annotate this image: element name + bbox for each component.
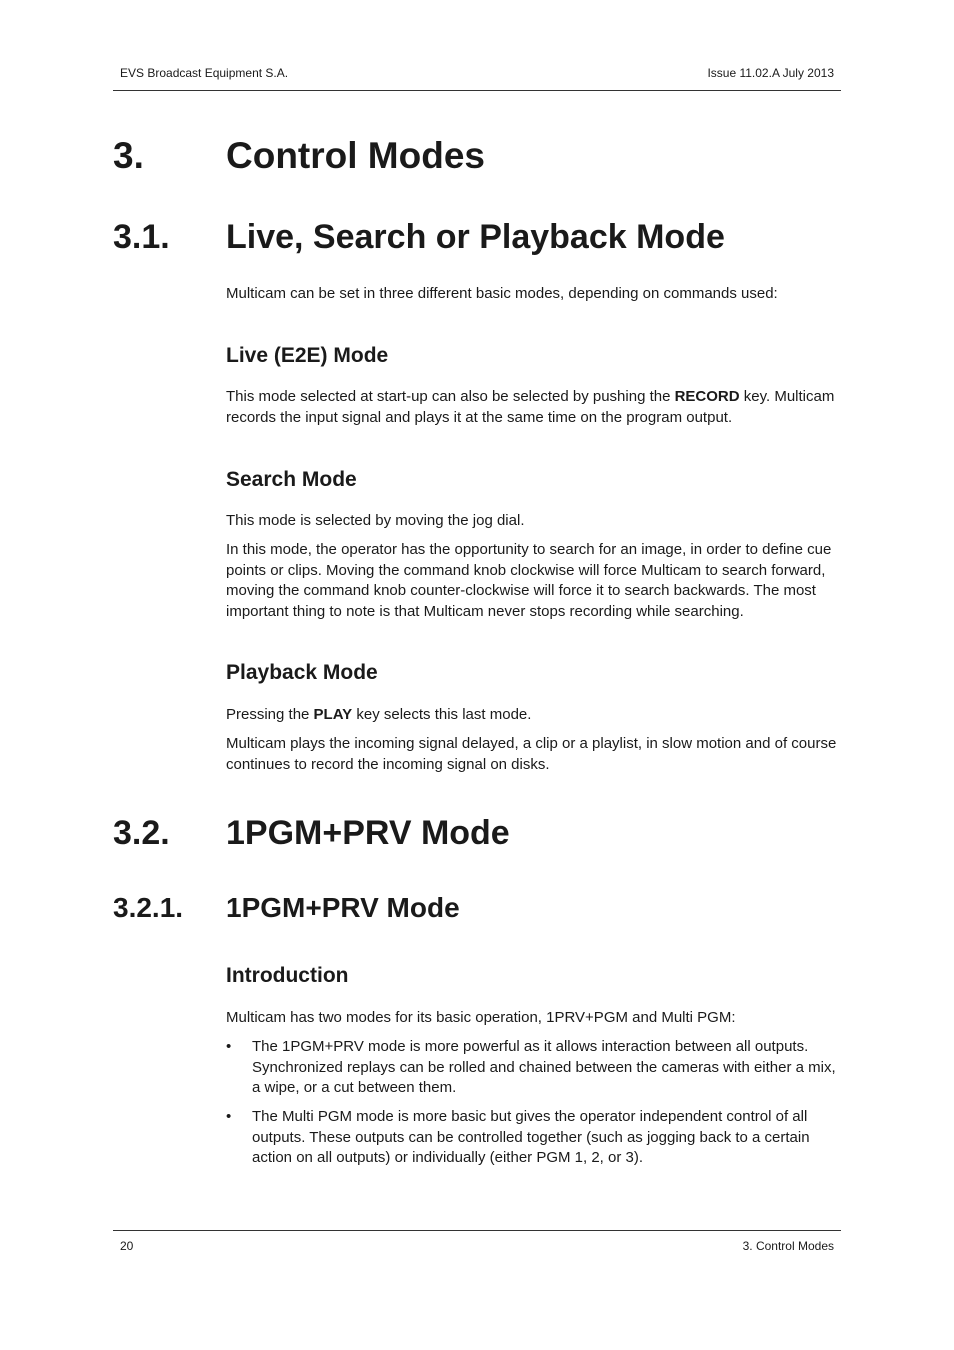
section-3-2-title: 1PGM+PRV Mode xyxy=(226,814,510,852)
page-number: 20 xyxy=(120,1239,134,1253)
live-mode-text-1: This mode selected at start-up can also be selected by pushing the xyxy=(226,388,675,405)
play-key: PLAY xyxy=(313,706,353,723)
header-issue: Issue 11.02.A July 2013 xyxy=(707,66,834,80)
playback-mode-paragraph-2: Multicam plays the incoming signal delayed, a clip or a playlist, in slow motion and of course continues to record the incoming signal on disks. xyxy=(226,735,837,773)
live-mode-heading: Live (E2E) Mode xyxy=(226,344,389,367)
search-mode-heading: Search Mode xyxy=(226,468,357,491)
section-3-1-number: 3.1. xyxy=(113,218,170,256)
section-3-1-title: Live, Search or Playback Mode xyxy=(226,218,725,256)
playback-mode-heading: Playback Mode xyxy=(226,661,378,684)
bullet-glyph: • xyxy=(226,1108,232,1125)
live-mode-text-2: key. Multicam records the input signal and plays it at the same time on the program output. xyxy=(226,388,835,426)
list-item-text: The 1PGM+PRV mode is more powerful as it allows interaction between all outputs. Synchronized replays can be rolled and chained between the cameras with either a mix, a wipe, or a cut between them. xyxy=(252,1038,836,1096)
section-3-2-1-title: 1PGM+PRV Mode xyxy=(226,892,460,923)
record-key: RECORD xyxy=(674,388,740,405)
footer-chapter: 3. Control Modes xyxy=(742,1239,834,1253)
search-mode-paragraph-1: This mode is selected by moving the jog dial. xyxy=(226,512,525,529)
playback-text-2: key selects this last mode. xyxy=(352,706,532,723)
playback-mode-paragraph-1 xyxy=(226,705,846,726)
chapter-title: Control Modes xyxy=(226,135,485,176)
chapter-number: 3. xyxy=(113,135,144,176)
bullet-glyph: • xyxy=(226,1038,232,1055)
playback-text-1: Pressing the xyxy=(226,706,314,723)
list-item-text: The Multi PGM mode is more basic but gives the operator independent control of all outputs. These outputs can be controlled together (such as jogging back to a certain action on all outputs) or individually (either PGM 1, 2, or 3). xyxy=(252,1108,810,1166)
section-3-1-intro: Multicam can be set in three different basic modes, depending on commands used: xyxy=(226,285,778,302)
page-footer xyxy=(113,1230,841,1261)
section-3-2-1-number: 3.2.1. xyxy=(113,892,184,923)
header-company: EVS Broadcast Equipment S.A. xyxy=(120,66,289,80)
introduction-paragraph: Multicam has two modes for its basic operation, 1PRV+PGM and Multi PGM: xyxy=(226,1009,736,1026)
introduction-heading: Introduction xyxy=(226,964,349,987)
section-3-2-number: 3.2. xyxy=(113,814,170,852)
page-header xyxy=(113,66,841,91)
search-mode-paragraph-2: In this mode, the operator has the opportunity to search for an image, in order to define cue points or clips. Moving the command knob clockwise will force Multicam to search forward, moving the command knob counter-clockwise will force it to search backwards. The most important thing to note is that Multicam never stops recording while searching. xyxy=(226,541,832,620)
live-mode-paragraph xyxy=(226,387,846,428)
